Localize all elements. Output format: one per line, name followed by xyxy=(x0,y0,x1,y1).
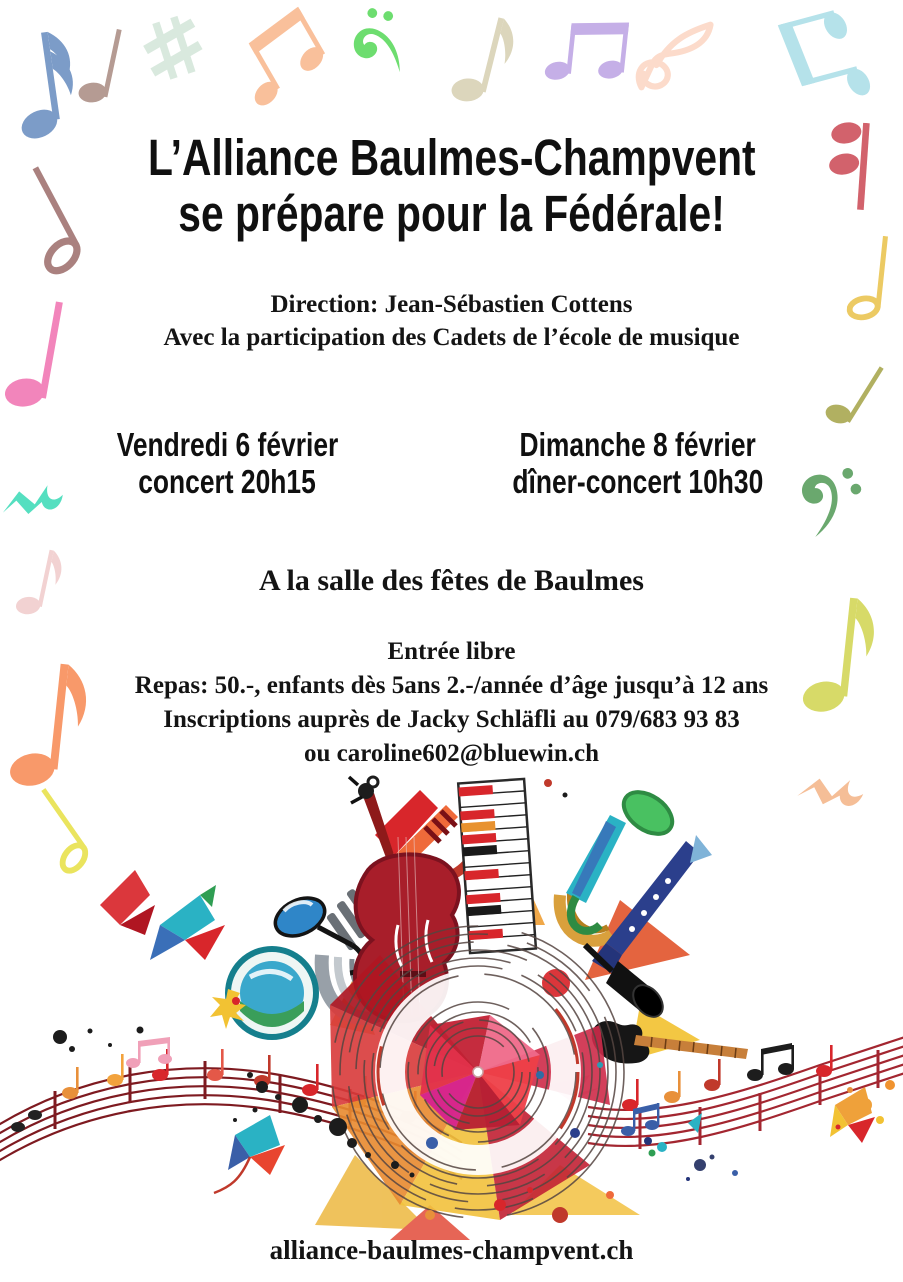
event-sunday xyxy=(468,426,808,500)
event-friday-time: concert 20h15 xyxy=(138,463,316,500)
beamed-notes-icon xyxy=(774,0,878,114)
sixteenth-note-icon xyxy=(7,24,88,142)
venue-text: A la salle des fêtes de Baulmes xyxy=(259,564,644,597)
event-friday-date: Vendredi 6 février xyxy=(116,426,338,463)
direction-line1: Direction: Jean-Sébastien Cottens xyxy=(270,291,633,318)
quarter-note-icon xyxy=(76,21,134,110)
direction-line2: Avec la participation des Cadets de l’école de musique xyxy=(163,324,740,351)
info-text xyxy=(0,635,903,771)
title-line2: se prépare pour la Fédérale! xyxy=(178,185,725,242)
info-email: ou caroline602@bluewin.ch xyxy=(303,740,600,767)
website-text: alliance-baulmes-champvent.ch xyxy=(269,1235,634,1265)
bass-clef-icon xyxy=(343,0,429,83)
sousaphone-bell-icon xyxy=(210,949,316,1037)
beamed-notes-icon xyxy=(221,2,342,113)
info-registration: Inscriptions auprès de Jacky Schläfli au 079/683 93 83 xyxy=(163,706,740,733)
info-entry: Entrée libre xyxy=(387,638,516,665)
eighth-note-icon xyxy=(442,5,533,114)
poster-title xyxy=(0,130,903,242)
music-collage-illustration xyxy=(0,775,903,1245)
sharp-icon xyxy=(131,5,215,90)
title-line1: L’Alliance Baulmes-Champvent xyxy=(147,129,756,186)
event-sunday-time: dîner-concert 10h30 xyxy=(512,463,764,500)
direction-text xyxy=(0,288,903,354)
info-meal: Repas: 50.-, enfants dès 5ans 2.-/année d’âge jusqu’à 12 ans xyxy=(134,672,769,699)
event-dates xyxy=(0,426,903,506)
event-friday xyxy=(62,426,392,500)
event-sunday-date: Dimanche 8 février xyxy=(519,426,757,463)
